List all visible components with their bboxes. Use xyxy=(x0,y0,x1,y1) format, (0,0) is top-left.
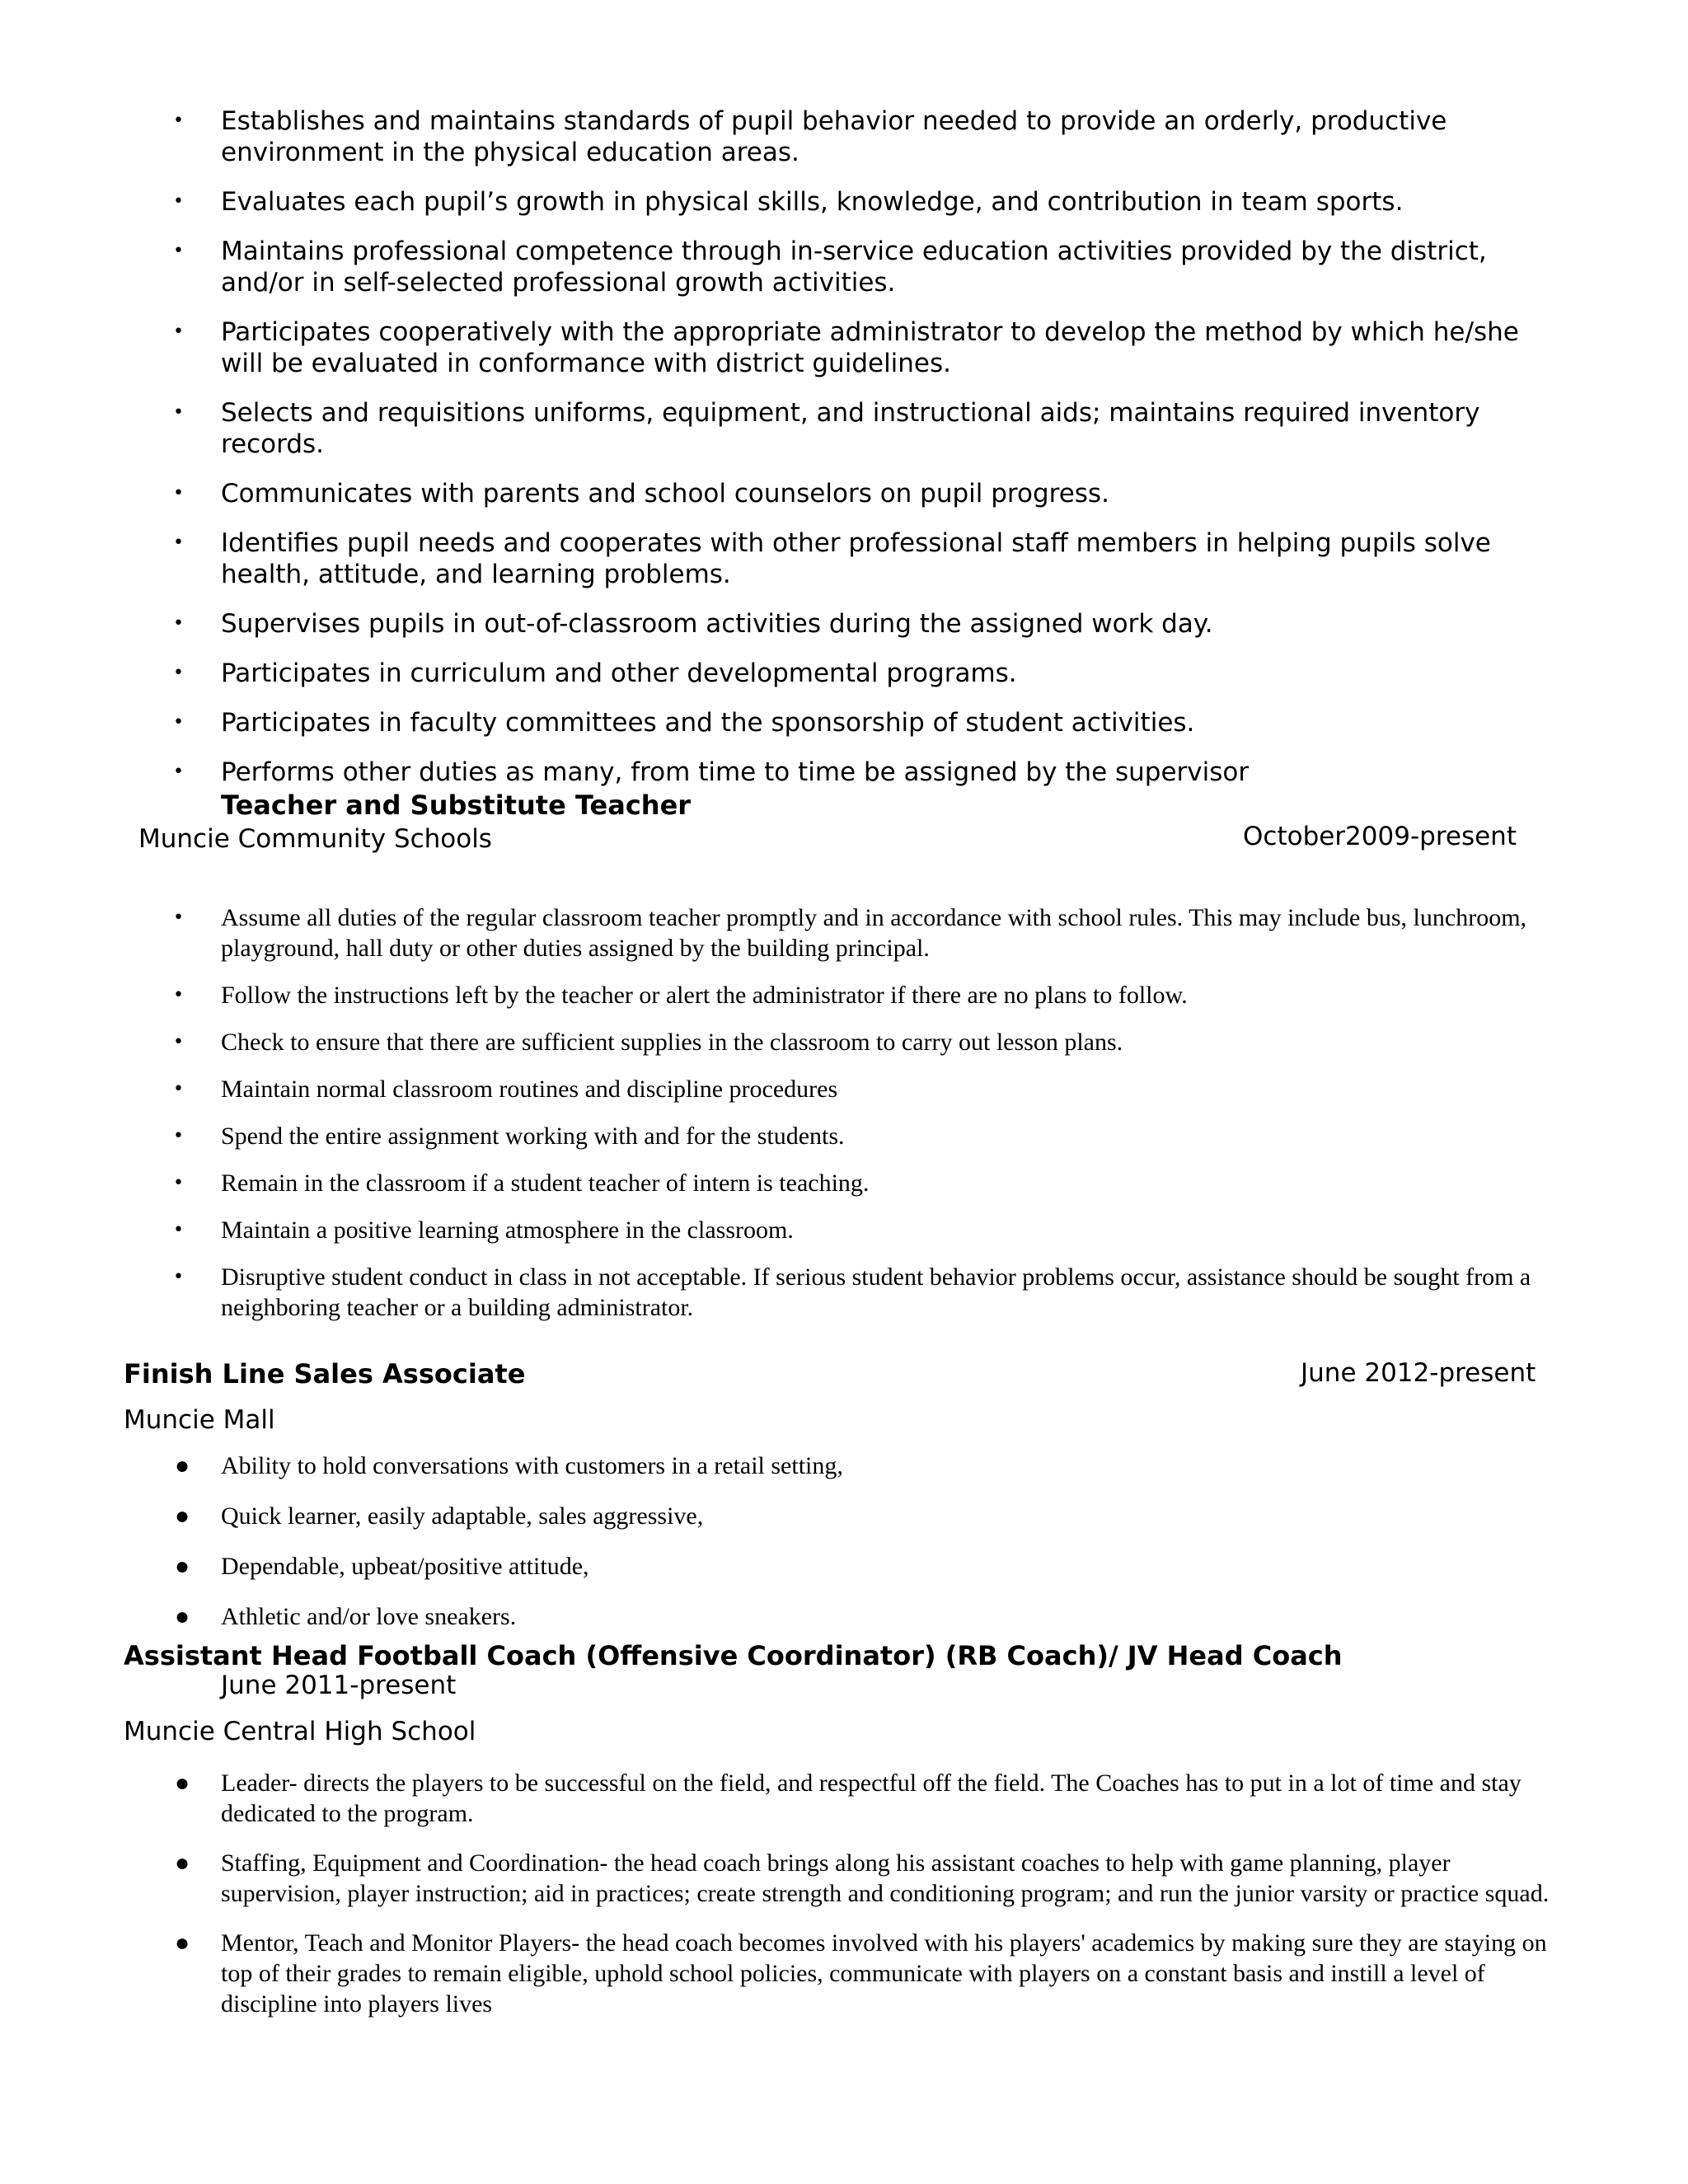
coach-duties-list xyxy=(175,1768,1556,2038)
job-title-teacher: Teacher and Substitute Teacher xyxy=(221,790,692,821)
list-item: • Participates in faculty committees and the sponsorship of student activities. xyxy=(173,708,1195,738)
list-item: • Follow the instructions left by the teacher or alert the administrator if there are no plans to follow. xyxy=(173,982,1188,1009)
list-item: ● Quick learner, easily adaptable, sales aggressive, xyxy=(175,1502,704,1530)
list-item: ● Athletic and/or love sneakers. xyxy=(175,1603,517,1630)
list-item: • Supervises pupils in out-of-classroom activities during the assigned work day. xyxy=(173,609,1213,639)
bullet-icon: • xyxy=(173,985,184,1005)
bullet-icon: • xyxy=(173,1079,184,1099)
dates-coach: June 2011-present xyxy=(221,1671,457,1700)
bullet-icon: • xyxy=(173,321,184,342)
dates-teacher: October2009-present xyxy=(1243,822,1517,851)
job-title-finishline: Finish Line Sales Associate xyxy=(124,1358,526,1390)
bullet-icon: ● xyxy=(175,1553,190,1580)
list-item: ● Ability to hold conversations with customers in a retail setting, xyxy=(175,1452,843,1479)
bullet-icon: • xyxy=(173,532,184,553)
list-item: • Remain in the classroom if a student teacher of intern is teaching. xyxy=(173,1169,870,1197)
list-item: • Spend the entire assignment working with and for the students. xyxy=(173,1122,845,1150)
bullet-icon: ● xyxy=(175,1929,190,1957)
list-item: ● Leader- directs the players to be successful on the field, and respectful off the field. The Coaches has to put in a lot of time and stay dedicated to the program. xyxy=(175,1769,1522,1827)
bullet-icon: • xyxy=(173,1220,184,1240)
teacher-duties-list xyxy=(173,902,1556,1339)
pe-duties-list xyxy=(173,105,1556,806)
bullet-icon: • xyxy=(173,241,184,261)
bullet-icon: • xyxy=(173,191,184,212)
list-item: • Evaluates each pupil’s growth in physical skills, knowledge, and contribution in team sports. xyxy=(173,187,1404,217)
dates-finishline: June 2012-present xyxy=(1301,1358,1536,1388)
bullet-icon: • xyxy=(173,483,184,504)
bullet-icon: • xyxy=(173,1267,184,1287)
list-item: • Maintains professional competence through in-service education activities provided by the district, and/or in self-selected professional growth activities. xyxy=(173,237,1487,298)
bullet-icon: ● xyxy=(175,1769,190,1797)
bullet-icon: • xyxy=(173,613,184,634)
list-item: • Participates cooperatively with the appropriate administrator to develop the method by which he/she will be evaluated in conformance with district guidelines. xyxy=(173,317,1519,378)
bullet-icon: ● xyxy=(175,1452,190,1479)
finishline-duties-list xyxy=(175,1451,1556,1652)
list-item: • Participates in curriculum and other developmental programs. xyxy=(173,658,1017,688)
list-item: • Check to ensure that there are sufficient supplies in the classroom to carry out lesson plans. xyxy=(173,1029,1123,1056)
list-item: • Assume all duties of the regular classroom teacher promptly and in accordance with school rules. This may include bus, lunchroom, playground, hall duty or other duties assigned by the building principal. xyxy=(173,904,1527,962)
list-item: • Maintain normal classroom routines and discipline procedures xyxy=(173,1076,838,1103)
bullet-icon: ● xyxy=(175,1603,190,1630)
list-item: ● Dependable, upbeat/positive attitude, xyxy=(175,1553,589,1580)
list-item: • Maintain a positive learning atmosphere in the classroom. xyxy=(173,1216,794,1244)
bullet-icon: • xyxy=(173,1173,184,1193)
bullet-icon: • xyxy=(173,712,184,733)
bullet-icon: • xyxy=(173,110,184,131)
list-item: • Disruptive student conduct in class in not acceptable. If serious student behavior problems occur, assistance should be sought from a neighboring teacher or a building administrator. xyxy=(173,1263,1531,1321)
bullet-icon: • xyxy=(173,907,184,928)
employer-teacher: Muncie Community Schools xyxy=(138,824,492,854)
bullet-icon: ● xyxy=(175,1849,190,1877)
bullet-icon: • xyxy=(173,1032,184,1052)
bullet-icon: • xyxy=(173,1126,184,1146)
bullet-icon: • xyxy=(173,762,184,782)
list-item: ● Staffing, Equipment and Coordination- the head coach brings along his assistant coaches to help with game planning, player supervision, player instruction; aid in practices; create strength and conditioning program; and run the junior varsity or practice squad. xyxy=(175,1849,1550,1907)
location-finishline: Muncie Mall xyxy=(124,1405,275,1435)
bullet-icon: • xyxy=(173,402,184,423)
list-item: • Selects and requisitions uniforms, equipment, and instructional aids; maintains required inventory records. xyxy=(173,398,1480,459)
job-title-coach: Assistant Head Football Coach (Offensive Coordinator) (RB Coach)/ JV Head Coach xyxy=(124,1640,1343,1671)
list-item: ● Mentor, Teach and Monitor Players- the head coach becomes involved with his players' academics by making sure they are staying on top of their grades to remain eligible, uphold school policies, communicate with players on a constant basis and instill a level of discipline into players lives xyxy=(175,1929,1547,2018)
school-coach: Muncie Central High School xyxy=(124,1717,476,1746)
list-item: • Identifies pupil needs and cooperates with other professional staff members in helping pupils solve health, attitude, and learning problems. xyxy=(173,528,1491,589)
list-item: • Performs other duties as many, from time to time be assigned by the supervisor xyxy=(173,757,1250,787)
bullet-icon: ● xyxy=(175,1502,190,1530)
list-item: • Establishes and maintains standards of pupil behavior needed to provide an orderly, productive environment in the physical education areas. xyxy=(173,106,1447,167)
list-item: • Communicates with parents and school counselors on pupil progress. xyxy=(173,479,1109,509)
bullet-icon: • xyxy=(173,663,184,683)
